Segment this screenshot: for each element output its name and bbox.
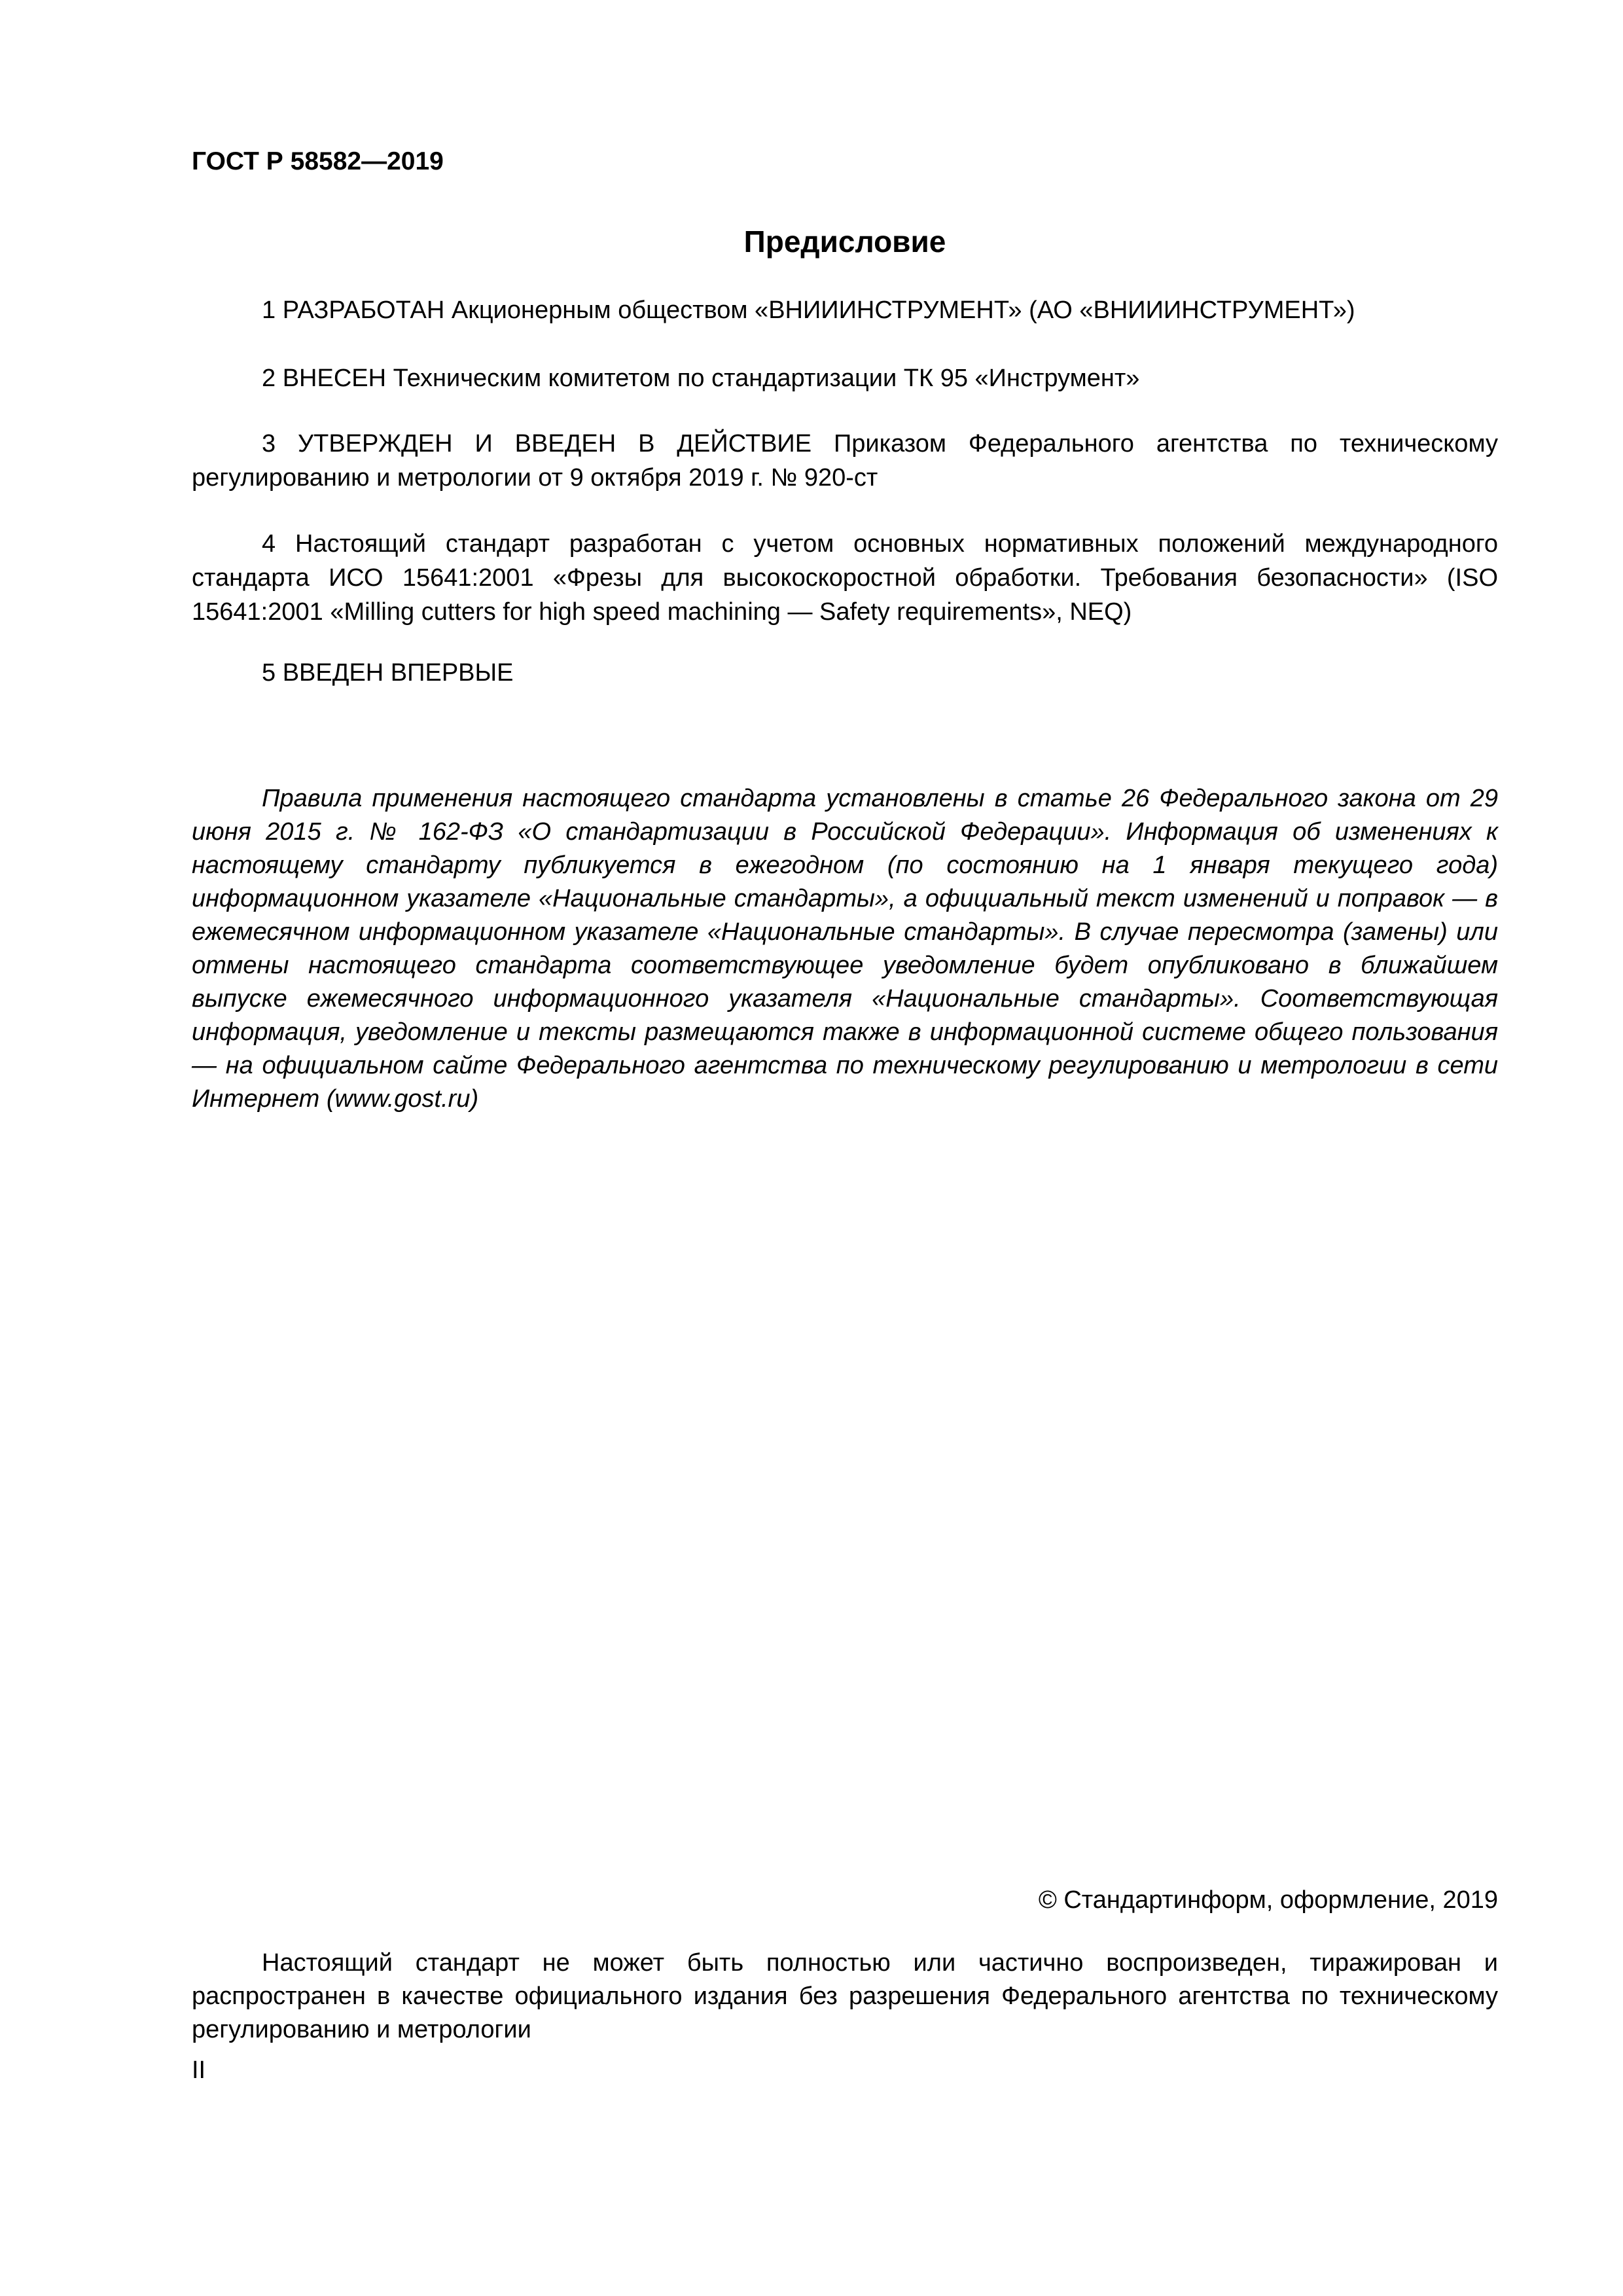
preface-item-developed: 1 РАЗРАБОТАН Акционерным обществом «ВНИИИНСТРУМЕНТ» (АО «ВНИИИНСТРУМЕНТ»): [262, 296, 1355, 324]
page-title: Предисловие: [743, 224, 946, 259]
preface-item-first-introduced: 5 ВВЕДЕН ВПЕРВЫЕ: [262, 659, 514, 687]
preface-item-submitted: 2 ВНЕСЕН Техническим комитетом по стандартизации ТК 95 «Инструмент»: [262, 365, 1140, 392]
reproduction-notice: Настоящий стандарт не может быть полностью или частично воспроизведен, тиражирован и распространен в качестве официального издания без разрешения Федерального агентства по техническому регулированию и метрологии: [192, 1949, 1498, 2043]
copyright-line: © Стандартинформ, оформление, 2019: [1038, 1886, 1498, 1914]
preface-item-based-on: 4 Настоящий стандарт разработан с учетом основных нормативных положений международного стандарта ИСО 15641:2001 «Фрезы для высокоскоростной обработки. Требования безопасности» (ISO 15641:2001 «Milling cutters for high speed machining — Safety requirements», NEQ): [192, 530, 1498, 626]
standard-code: ГОСТ Р 58582—2019: [192, 147, 444, 175]
preface-item-approved: 3 УТВЕРЖДЕН И ВВЕДЕН В ДЕЙСТВИЕ Приказом Федерального агентства по техническому регулированию и метрологии от 9 октября 2019 г. № 920-ст: [192, 430, 1498, 492]
page-number: II: [192, 2056, 206, 2084]
application-rules-paragraph: Правила применения настоящего стандарта установлены в статье 26 Федерального закона от 29 июня 2015 г. № 162-ФЗ «О стандартизации в Российской Федерации». Информация об изменениях к настоящему стандарту публикуется в ежегодном (по состоянию на 1 января текущего года) информационном указателе «Национальные стандарты», а официальный текст изменений и поправок — в ежемесячном информационном указателе «Национальные стандарты». В случае пересмотра (замены) или отмены настоящего стандарта соответствующее уведомление будет опубликовано в ближайшем выпуске ежемесячного информационного указателя «Национальные стандарты». Соответствующая информация, уведомление и тексты размещаются также в информационной системе общего пользования — на официальном сайте Федерального агентства по техническому регулированию и метрологии в сети Интернет (www.gost.ru): [192, 785, 1498, 1113]
